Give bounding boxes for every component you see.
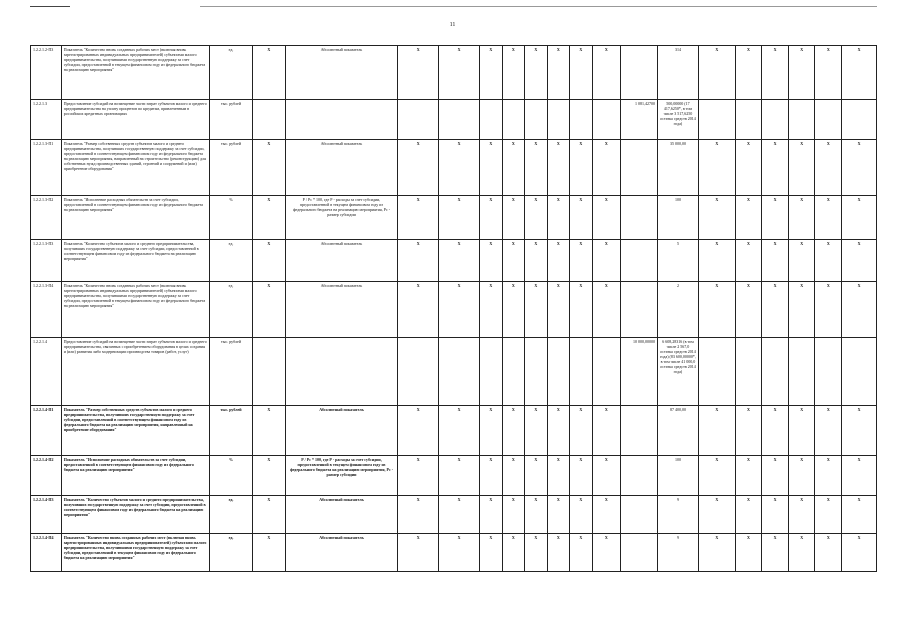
- row-mark: X: [480, 496, 503, 534]
- row-code: 1.2.2.1.4-П2: [31, 456, 62, 496]
- row-mark: X: [815, 406, 842, 456]
- row-mark: X: [570, 496, 593, 534]
- row-mark: X: [842, 456, 877, 496]
- row-mark: X: [842, 282, 877, 338]
- row-mark: X: [842, 240, 877, 282]
- row-mark: X: [698, 240, 735, 282]
- row-unit: %: [210, 456, 253, 496]
- row-mark: [398, 100, 439, 140]
- row-mark: X: [788, 46, 815, 100]
- row-mark: X: [842, 196, 877, 240]
- row-method: Абсолютный показатель: [285, 282, 398, 338]
- row-mark: X: [762, 534, 789, 572]
- row-mark: X: [570, 406, 593, 456]
- row-unit: ед.: [210, 282, 253, 338]
- row-mark: X: [788, 406, 815, 456]
- row-mark: [762, 338, 789, 406]
- row-mark: [592, 100, 621, 140]
- row-description: Показатель "Количество субъектов малого и среднего предпринимательства, получивших государственную поддержку за счет субсидии, предоставленной в соответствующем финансовом году из федерального бюджета на реализацию мероприятия": [61, 496, 209, 534]
- row-mark: X: [815, 496, 842, 534]
- row-mark: X: [570, 140, 593, 196]
- row-mark: X: [698, 406, 735, 456]
- row-mark: X: [735, 46, 762, 100]
- row-description: Показатель "Размер собственных средств субъектов малого и среднего предпринимательства, получивших государственную поддержку за счет субсидии, предоставленной в соответствующем финансовом году из федерального бюджета на реализацию мероприятия, направленный на приобретение оборудования": [61, 406, 209, 456]
- row-value: 87 400,00: [657, 406, 698, 456]
- row-mark: X: [735, 534, 762, 572]
- row-mark: X: [439, 406, 480, 456]
- row-value: 9: [657, 534, 698, 572]
- row-mark: [698, 100, 735, 140]
- row-mark: X: [252, 46, 285, 100]
- row-mark: X: [480, 140, 503, 196]
- row-code: 1.2.2.1.4: [31, 338, 62, 406]
- row-mark: X: [525, 496, 548, 534]
- row-value: 6 608,28316 (в том числе 2 567,0 остатка средств 2014 года) (83 600,00000*, в том числе 41 000,0 остатка средств 2014 года): [657, 338, 698, 406]
- row-amount: [621, 534, 658, 572]
- row-mark: X: [842, 534, 877, 572]
- row-unit: тыс. рублей: [210, 338, 253, 406]
- row-mark: X: [525, 140, 548, 196]
- row-mark: X: [439, 534, 480, 572]
- row-mark: X: [788, 456, 815, 496]
- row-unit: ед.: [210, 46, 253, 100]
- row-value: 100: [657, 196, 698, 240]
- row-mark: [525, 100, 548, 140]
- row-mark: X: [480, 406, 503, 456]
- table-row: [31, 534, 877, 572]
- row-description: Показатель "Исполнение расходных обязательств за счет субсидии, предоставленной в соответствующем финансовом году из федерального бюджета на реализацию мероприятия": [61, 196, 209, 240]
- row-mark: X: [698, 496, 735, 534]
- row-mark: X: [762, 456, 789, 496]
- table-row: [31, 100, 877, 140]
- row-description: Показатель "Размер собственных средств субъектов малого и среднего предпринимательства, получивших государственную поддержку за счет субсидии, предоставленной в соответствующем финансовом году из федерального бюджета на реализацию мероприятия, направленный на строительство (реконструкцию) для собственных нужд производственных зданий, строений и сооружений и (или) приобретение оборудования": [61, 140, 209, 196]
- row-mark: X: [592, 496, 621, 534]
- row-mark: X: [502, 456, 525, 496]
- row-mark: [815, 338, 842, 406]
- row-mark: X: [398, 140, 439, 196]
- row-code: 1.2.2.1.3: [31, 100, 62, 140]
- row-description: Показатель "Количество вновь созданных рабочих мест (включая вновь зарегистрированных индивидуальных предпринимателей) субъектами малого предпринимательства, получившими государственную поддержку за счет субсидии, предоставленной в текущем финансовом году из федерального бюджета на реализацию мероприятия": [61, 282, 209, 338]
- row-unit: тыс. рублей: [210, 100, 253, 140]
- row-mark: X: [762, 496, 789, 534]
- row-method: Р / Рс * 100, где Р - расходы за счет субсидии, предоставленной в текущем финансовом году из федерального бюджета на реализацию мероприятия, Рс - размер субсидии: [285, 456, 398, 496]
- row-mark: [502, 338, 525, 406]
- row-mark: X: [735, 496, 762, 534]
- row-mark: X: [698, 46, 735, 100]
- row-mark: X: [252, 456, 285, 496]
- row-mark: X: [525, 534, 548, 572]
- row-mark: X: [439, 196, 480, 240]
- row-mark: X: [439, 456, 480, 496]
- row-value: 5: [657, 240, 698, 282]
- row-mark: X: [570, 456, 593, 496]
- row-mark: X: [762, 140, 789, 196]
- row-mark: X: [439, 282, 480, 338]
- row-mark: X: [842, 406, 877, 456]
- row-mark: X: [252, 406, 285, 456]
- row-mark: [252, 100, 285, 140]
- page-number: 11: [449, 22, 456, 28]
- row-mark: X: [788, 196, 815, 240]
- row-mark: X: [842, 46, 877, 100]
- row-mark: X: [502, 240, 525, 282]
- row-mark: X: [735, 456, 762, 496]
- table-row: [31, 140, 877, 196]
- row-unit: тыс. рублей: [210, 406, 253, 456]
- row-mark: X: [547, 496, 570, 534]
- row-mark: [525, 338, 548, 406]
- row-amount: 1 081,42700: [621, 100, 658, 140]
- row-mark: X: [252, 282, 285, 338]
- row-mark: X: [570, 534, 593, 572]
- row-method: Абсолютный показатель: [285, 534, 398, 572]
- row-mark: X: [398, 496, 439, 534]
- row-mark: X: [547, 196, 570, 240]
- row-amount: [621, 456, 658, 496]
- row-mark: X: [439, 496, 480, 534]
- row-mark: X: [815, 534, 842, 572]
- row-mark: X: [480, 240, 503, 282]
- table-row: [31, 196, 877, 240]
- row-description: Предоставление субсидий на возмещение части затрат субъектов малого и среднего предпринимательства, связанных с приобретением оборудования в целях создания и (или) развития либо модернизации производства товаров (работ, услуг): [61, 338, 209, 406]
- row-mark: X: [502, 496, 525, 534]
- row-description: Показатель "Исполнение расходных обязательств за счет субсидии, предоставленной в соответствующем финансовом году из федерального бюджета на реализацию мероприятия": [61, 456, 209, 496]
- table-row: [31, 240, 877, 282]
- row-mark: [252, 338, 285, 406]
- row-mark: X: [547, 140, 570, 196]
- row-mark: [502, 100, 525, 140]
- table-row: [31, 282, 877, 338]
- row-mark: X: [698, 140, 735, 196]
- row-mark: X: [698, 456, 735, 496]
- row-amount: [621, 406, 658, 456]
- row-mark: X: [735, 196, 762, 240]
- table-body: [31, 46, 877, 572]
- row-mark: [480, 100, 503, 140]
- row-mark: X: [842, 496, 877, 534]
- row-mark: X: [570, 240, 593, 282]
- row-mark: X: [762, 46, 789, 100]
- row-mark: X: [592, 282, 621, 338]
- row-value: 2: [657, 282, 698, 338]
- row-value: 35 000,00: [657, 140, 698, 196]
- row-code: 1.2.2.1.4-П3: [31, 496, 62, 534]
- row-mark: [570, 338, 593, 406]
- row-amount: [621, 496, 658, 534]
- row-mark: X: [480, 456, 503, 496]
- row-amount: 10 000,00000: [621, 338, 658, 406]
- row-mark: X: [762, 240, 789, 282]
- row-mark: X: [762, 406, 789, 456]
- row-mark: X: [398, 240, 439, 282]
- row-mark: X: [398, 282, 439, 338]
- row-amount: [621, 46, 658, 100]
- row-mark: X: [815, 240, 842, 282]
- row-unit: ед.: [210, 240, 253, 282]
- row-mark: X: [788, 282, 815, 338]
- row-mark: X: [735, 282, 762, 338]
- row-code: 1.2.2.1.3-П1: [31, 140, 62, 196]
- row-mark: X: [592, 534, 621, 572]
- row-mark: X: [815, 140, 842, 196]
- row-mark: X: [788, 140, 815, 196]
- table-row: [31, 496, 877, 534]
- table-row: [31, 338, 877, 406]
- row-mark: X: [525, 196, 548, 240]
- row-mark: X: [547, 46, 570, 100]
- row-method: [285, 100, 398, 140]
- row-mark: X: [502, 282, 525, 338]
- row-mark: X: [252, 140, 285, 196]
- row-mark: X: [480, 282, 503, 338]
- row-mark: X: [592, 196, 621, 240]
- row-mark: X: [547, 406, 570, 456]
- row-mark: [547, 100, 570, 140]
- row-mark: X: [502, 406, 525, 456]
- table-row: [31, 46, 877, 100]
- row-mark: X: [398, 456, 439, 496]
- row-mark: X: [570, 46, 593, 100]
- row-mark: X: [398, 46, 439, 100]
- row-unit: ед.: [210, 496, 253, 534]
- row-mark: [788, 338, 815, 406]
- row-description: Показатель "Количество вновь созданных рабочих мест (включая вновь зарегистрированных индивидуальных предпринимателей) субъектами малого предпринимательства, получившими государственную поддержку за счет субсидии, предоставленной в текущем финансовом году из федерального бюджета на реализацию мероприятия": [61, 46, 209, 100]
- row-mark: [762, 100, 789, 140]
- row-mark: X: [398, 534, 439, 572]
- row-mark: X: [735, 240, 762, 282]
- top-rule-right: [200, 6, 877, 7]
- row-mark: X: [735, 406, 762, 456]
- row-mark: X: [815, 196, 842, 240]
- row-mark: X: [698, 282, 735, 338]
- row-method: Абсолютный показатель: [285, 240, 398, 282]
- row-code: 1.2.2.1.2-П3: [31, 46, 62, 100]
- row-description: Показатель "Количество субъектов малого и среднего предпринимательства, получивших государственную поддержку за счет субсидии, предоставленной в соответствующем финансовом году из федерального бюджета на реализацию мероприятия": [61, 240, 209, 282]
- row-mark: X: [502, 46, 525, 100]
- row-mark: X: [762, 282, 789, 338]
- row-method: Абсолютный показатель: [285, 140, 398, 196]
- row-mark: X: [439, 140, 480, 196]
- row-mark: X: [525, 406, 548, 456]
- row-mark: [735, 100, 762, 140]
- row-mark: X: [502, 140, 525, 196]
- row-method: [285, 338, 398, 406]
- row-mark: [788, 100, 815, 140]
- row-mark: X: [570, 282, 593, 338]
- table-row: [31, 456, 877, 496]
- row-mark: X: [439, 240, 480, 282]
- row-mark: X: [735, 140, 762, 196]
- row-mark: [842, 100, 877, 140]
- row-mark: X: [398, 196, 439, 240]
- row-code: 1.2.2.1.4-П4: [31, 534, 62, 572]
- table-row: [31, 406, 877, 456]
- row-mark: X: [788, 496, 815, 534]
- row-mark: X: [547, 456, 570, 496]
- row-value: 314: [657, 46, 698, 100]
- row-mark: X: [815, 46, 842, 100]
- row-mark: X: [547, 534, 570, 572]
- row-method: Абсолютный показатель: [285, 406, 398, 456]
- row-mark: [547, 338, 570, 406]
- row-mark: X: [525, 282, 548, 338]
- row-mark: [439, 338, 480, 406]
- row-mark: X: [480, 46, 503, 100]
- row-mark: X: [788, 534, 815, 572]
- row-mark: X: [398, 406, 439, 456]
- row-mark: [815, 100, 842, 140]
- row-mark: X: [480, 196, 503, 240]
- row-method: Р / Рс * 100, где Р - расходы за счет субсидии, предоставленной в текущем финансовом году из федерального бюджета на реализацию мероприятия, Рс - размер субсидии: [285, 196, 398, 240]
- row-mark: [735, 338, 762, 406]
- row-description: Показатель "Количество вновь созданных рабочих мест (включая вновь зарегистрированных индивидуальных предпринимателей) субъектами малого предпринимательства, получившими государственную поддержку за счет субсидии, предоставленной в текущем финансовом году из федерального бюджета на реализацию мероприятия": [61, 534, 209, 572]
- row-value: 500,00000 (17 417,6250*, в том числе 3 517,6250 остатка средств 2014 года): [657, 100, 698, 140]
- row-code: 1.2.2.1.4-П1: [31, 406, 62, 456]
- row-mark: X: [788, 240, 815, 282]
- row-unit: %: [210, 196, 253, 240]
- row-mark: X: [252, 534, 285, 572]
- row-amount: [621, 196, 658, 240]
- top-rule-left: [30, 6, 70, 7]
- row-amount: [621, 282, 658, 338]
- row-mark: X: [525, 456, 548, 496]
- row-method: Абсолютный показатель: [285, 46, 398, 100]
- row-unit: тыс. рублей: [210, 140, 253, 196]
- row-mark: X: [698, 534, 735, 572]
- row-mark: X: [592, 406, 621, 456]
- row-mark: [570, 100, 593, 140]
- row-mark: [398, 338, 439, 406]
- row-method: Абсолютный показатель: [285, 496, 398, 534]
- row-mark: X: [570, 196, 593, 240]
- row-mark: X: [842, 140, 877, 196]
- row-mark: X: [592, 240, 621, 282]
- row-mark: X: [592, 140, 621, 196]
- row-mark: X: [762, 196, 789, 240]
- row-mark: X: [815, 282, 842, 338]
- row-mark: [592, 338, 621, 406]
- row-mark: X: [525, 46, 548, 100]
- row-mark: X: [525, 240, 548, 282]
- row-description: Предоставление субсидий на возмещение части затрат субъектов малого и среднего предпринимательства на уплату процентов по кредитам, привлеченным в российских кредитных организациях: [61, 100, 209, 140]
- row-mark: X: [480, 534, 503, 572]
- row-mark: X: [252, 240, 285, 282]
- row-mark: X: [815, 456, 842, 496]
- row-value: 9: [657, 496, 698, 534]
- row-code: 1.2.2.1.3-П2: [31, 196, 62, 240]
- row-mark: X: [439, 46, 480, 100]
- row-code: 1.2.2.1.3-П4: [31, 282, 62, 338]
- indicators-table: [30, 45, 877, 572]
- row-code: 1.2.2.1.3-П3: [31, 240, 62, 282]
- row-mark: [842, 338, 877, 406]
- row-unit: ед.: [210, 534, 253, 572]
- row-mark: [698, 338, 735, 406]
- row-mark: X: [502, 196, 525, 240]
- row-mark: X: [698, 196, 735, 240]
- row-mark: X: [252, 496, 285, 534]
- row-value: 100: [657, 456, 698, 496]
- row-mark: X: [592, 456, 621, 496]
- row-mark: [439, 100, 480, 140]
- row-mark: X: [592, 46, 621, 100]
- row-mark: X: [252, 196, 285, 240]
- row-amount: [621, 140, 658, 196]
- row-mark: X: [502, 534, 525, 572]
- row-mark: X: [547, 240, 570, 282]
- row-mark: X: [547, 282, 570, 338]
- row-amount: [621, 240, 658, 282]
- row-mark: [480, 338, 503, 406]
